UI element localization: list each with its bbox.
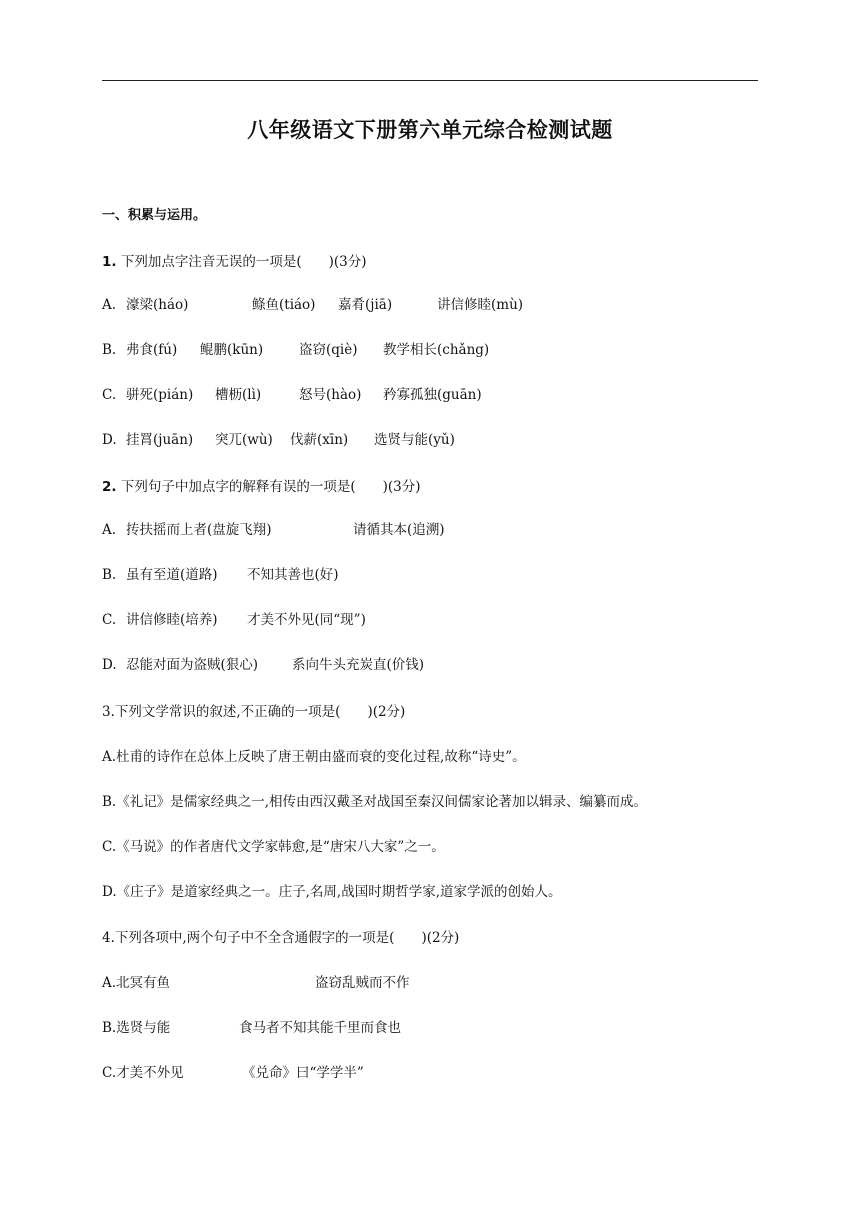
question-1-option-c — [102, 385, 482, 405]
header-rule — [102, 80, 758, 81]
page-title: 八年级语文下册第六单元综合检测试题 — [247, 118, 613, 142]
question-text: 下列句子中加点字的解释有误的一项是( )(3分) — [116, 479, 421, 495]
option-item: 系向牛头充炭直(价钱) — [292, 657, 425, 673]
option-letter: C. — [102, 612, 117, 628]
question-text: 下列加点字注音无误的一项是( )(3分) — [116, 254, 367, 270]
option-item: 挂罥(juān) — [126, 432, 194, 448]
option-letter: B. — [102, 342, 117, 358]
option-letter: C. — [102, 387, 117, 403]
option-item: 槽枥(lì) — [215, 387, 262, 403]
question-1-option-a — [102, 295, 524, 315]
question-4-option-c — [102, 1063, 364, 1083]
question-1-stem — [102, 252, 366, 272]
option-item: 伐薪(xīn) — [290, 432, 349, 448]
option-item: 濠梁(háo) — [126, 297, 189, 313]
question-number: 1. — [102, 254, 117, 270]
question-3-option-c: C.《马说》的作者唐代文学家韩愈,是“唐宋八大家”之一。 — [102, 839, 445, 855]
option-letter: A. — [102, 522, 117, 538]
option-item: 不知其善也(好) — [247, 567, 339, 583]
option-item: 鲦鱼(tiáo) — [252, 297, 316, 313]
option-item: 弗食(fú) — [126, 342, 178, 358]
question-3-option-a: A.杜甫的诗作在总体上反映了唐王朝由盛而衰的变化过程,故称“诗史”。 — [102, 749, 526, 765]
option-item: 《兑命》曰“学学半” — [242, 1065, 364, 1081]
question-2-stem — [102, 477, 420, 497]
question-4-option-b — [102, 1018, 401, 1038]
option-letter: D. — [102, 432, 117, 448]
question-3-stem: 3.下列文学常识的叙述,不正确的一项是( )(2分) — [102, 704, 406, 720]
option-item: A.北冥有鱼 — [102, 975, 171, 991]
option-item: 骈死(pián) — [126, 387, 194, 403]
section-heading: 一、积累与运用。 — [102, 208, 207, 223]
option-item: 鲲鹏(kūn) — [200, 342, 264, 358]
question-1-option-d — [102, 430, 455, 450]
option-item: 突兀(wù) — [215, 432, 273, 448]
option-item: 抟扶摇而上者(盘旋飞翔) — [126, 522, 272, 538]
option-item: 选贤与能(yǔ) — [374, 432, 455, 448]
option-item: 才美不外见(同“现”) — [247, 612, 366, 628]
option-item: 矜寡孤独(guān) — [383, 387, 482, 403]
question-1-option-b — [102, 340, 490, 360]
option-item: 讲信修睦(mù) — [437, 297, 524, 313]
option-item: B.选贤与能 — [102, 1020, 171, 1036]
option-item: 盗窃(qiè) — [299, 342, 358, 358]
question-number: 2. — [102, 479, 117, 495]
option-item: C.才美不外见 — [102, 1065, 184, 1081]
option-item: 虽有至道(道路) — [126, 567, 218, 583]
question-3-option-b: B.《礼记》是儒家经典之一,相传由西汉戴圣对战国至秦汉间儒家论著加以辑录、编纂而成。 — [102, 794, 648, 810]
question-2-option-c — [102, 610, 366, 630]
question-2-option-a — [102, 520, 445, 540]
option-item: 请循其本(追溯) — [353, 522, 445, 538]
option-item: 盗窃乱贼而不作 — [315, 975, 410, 991]
question-2-option-d — [102, 655, 425, 675]
question-4-option-a — [102, 973, 410, 993]
option-item: 忍能对面为盗贼(狠心) — [126, 657, 259, 673]
question-3-option-d: D.《庄子》是道家经典之一。庄子,名周,战国时期哲学家,道家学派的创始人。 — [102, 884, 562, 900]
option-item: 讲信修睦(培养) — [126, 612, 218, 628]
option-letter: D. — [102, 657, 117, 673]
option-item: 教学相长(chǎng) — [383, 342, 490, 358]
option-item: 嘉肴(jiā) — [338, 297, 393, 313]
option-letter: A. — [102, 297, 117, 313]
option-letter: B. — [102, 567, 117, 583]
option-item: 怒号(hào) — [299, 387, 362, 403]
option-item: 食马者不知其能千里而食也 — [239, 1020, 401, 1036]
question-2-option-b — [102, 565, 339, 585]
question-4-stem: 4.下列各项中,两个句子中不全含通假字的一项是( )(2分) — [102, 930, 460, 946]
